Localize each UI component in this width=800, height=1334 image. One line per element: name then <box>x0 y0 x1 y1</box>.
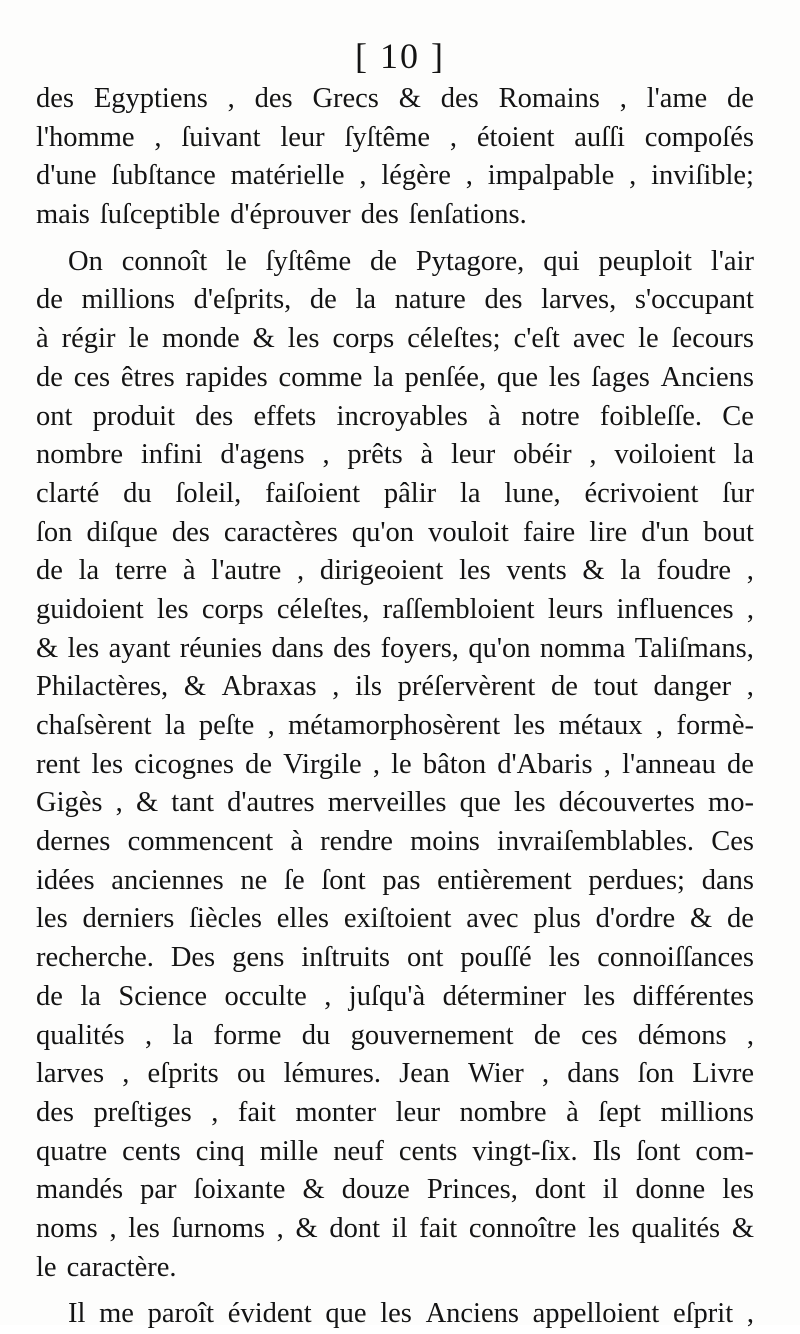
text-line: & les ayant réunies dans des foyers, qu'on nomma Taliſmans, <box>36 632 754 664</box>
paragraph-gap <box>36 235 754 243</box>
text-line: de la terre à l'autre , dirigeoient les vents & la foudre , <box>36 555 754 587</box>
text-line: guidoient les corps céleſtes, raſſembloient leurs influences , <box>36 593 754 625</box>
page-number: [ 10 ] <box>355 36 445 76</box>
text-line: de millions d'eſprits, de la nature des larves, s'occupant <box>36 284 754 316</box>
text-line: nombre infini d'agens , prêts à leur obéir , voiloient la <box>36 439 754 471</box>
text-line: ſon diſque des caractères qu'on vouloit faire lire d'un bout <box>36 516 754 548</box>
text-line: mandés par ſoixante & douze Princes, dont il donne les <box>36 1174 754 1206</box>
text-line: idées anciennes ne ſe ſont pas entièrement perdues; dans <box>36 864 754 896</box>
text-line: le caractère. <box>36 1251 177 1283</box>
text-line: Gigès , & tant d'autres merveilles que les découvertes mo- <box>36 787 754 819</box>
paragraph <box>36 1295 754 1334</box>
text-line: d'une ſubſtance matérielle , légère , impalpable , inviſible; <box>36 160 754 192</box>
text-line: quatre cents cinq mille neuf cents vingt-ſix. Ils ſont com- <box>36 1135 754 1167</box>
text-line: des preſtiges , fait monter leur nombre à ſept millions <box>36 1096 754 1128</box>
text-line: larves , eſprits ou lémures. Jean Wier , dans ſon Livre <box>36 1058 754 1090</box>
text-line: l'homme , ſuivant leur ſyſtême , étoient auſſi compoſés <box>36 121 754 153</box>
text-line: clarté du ſoleil, faiſoient pâlir la lune, écrivoient ſur <box>36 477 754 509</box>
text-line: les derniers ſiècles elles exiſtoient avec plus d'ordre & de <box>36 903 754 935</box>
text-line: recherche. Des gens inſtruits ont pouſſé les connoiſſances <box>36 942 754 974</box>
text-line: des Egyptiens , des Grecs & des Romains , l'ame de <box>36 83 754 114</box>
paragraph <box>36 243 754 1288</box>
text-line: à régir le monde & les corps céleſtes; c'eſt avec le ſecours <box>36 323 754 355</box>
text-line: qualités , la forme du gouvernement de ces démons , <box>36 1019 754 1051</box>
text-line: rent les cicognes de Virgile , le bâton d'Abaris , l'anneau de <box>36 748 754 780</box>
paragraph <box>36 80 754 235</box>
text-line: ont produit des effets incroyables à notre foibleſſe. Ce <box>36 400 754 432</box>
body-text <box>36 80 754 1334</box>
text-line: chaſsèrent la peſte , métamorphosèrent les métaux , formè- <box>36 710 754 741</box>
text-line: de ces êtres rapides comme la penſée, que les ſages Anciens <box>36 361 754 393</box>
text-line: noms , les ſurnoms , & dont il fait connoître les qualités & <box>36 1212 754 1244</box>
text-line: mais ſuſceptible d'éprouver des ſenſations. <box>36 199 527 231</box>
text-line: dernes commencent à rendre moins invraiſemblables. Ces <box>36 826 754 858</box>
text-line: de la Science occulte , juſqu'à déterminer les différentes <box>36 980 754 1012</box>
text-line: On connoît le ſyſtême de Pytagore, qui peuploit l'air <box>68 245 754 277</box>
text-line: Il me paroît évident que les Anciens appelloient eſprit , <box>68 1298 754 1330</box>
text-line: Philactères, & Abraxas , ils préſervèrent de tout danger , <box>36 671 754 703</box>
paragraph-gap <box>36 1287 754 1295</box>
